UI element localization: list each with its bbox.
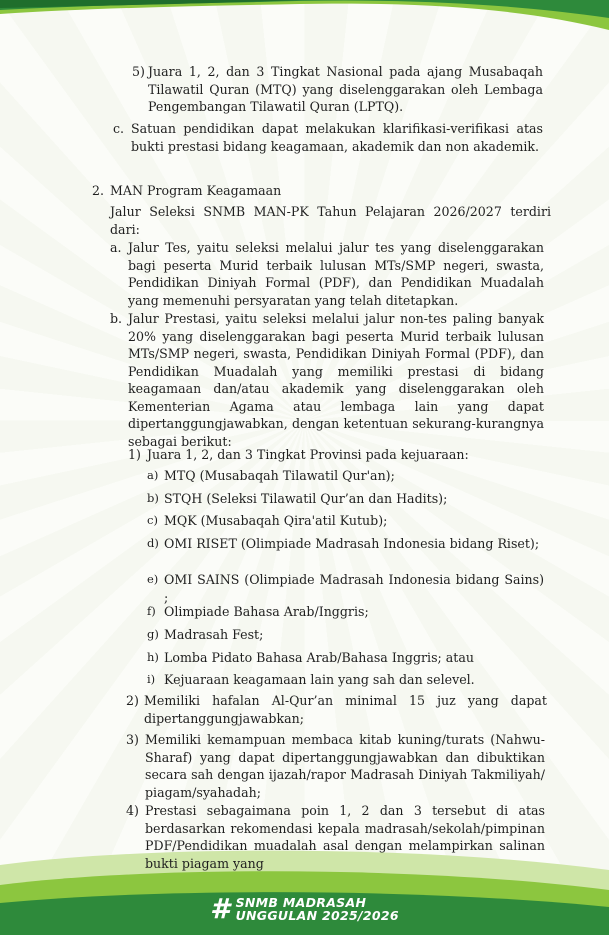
footer-logo: [0, 891, 609, 927]
list-marker: d): [147, 536, 159, 550]
list-item-text: Jalur Tes, yaitu seleksi melalui jalur tes yang diselenggarakan bagi peserta Murid terbaik lulusan MTs/SMP negeri, swasta, Pendidikan Diniyah Formal (PDF), dan Pendidikan Muadalah yang memenuhi persyaratan yang telah ditetapkan.: [128, 240, 544, 308]
list-item-text: Juara 1, 2, dan 3 Tingkat Nasional pada ajang Musabaqah Tilawatil Quran (MTQ) yang diselenggarakan oleh Lembaga Pengembangan Tilawatil Quran (LPTQ).: [148, 64, 543, 114]
section-number: 2.: [92, 183, 105, 198]
logo-text-block: [236, 896, 399, 922]
list-marker: 3): [126, 732, 139, 747]
list-marker: 2): [126, 693, 139, 708]
list-item-text: MQK (Musabaqah Qira'atil Kutub);: [164, 513, 388, 528]
section-title: MAN Program Keagamaan: [110, 183, 282, 198]
list-marker: a): [147, 468, 159, 482]
list-marker: i): [147, 672, 156, 686]
list-item-text: Satuan pendidikan dapat melakukan klarifikasi-verifikasi atas bukti prestasi bidang keagamaan, akademik dan non akademik.: [131, 121, 543, 154]
list-marker: g): [147, 627, 159, 641]
list-marker: c.: [113, 121, 125, 136]
list-item-text: Memiliki hafalan Al-Qur’an minimal 15 juz yang dapat dipertanggungjawabkan;: [144, 693, 547, 726]
list-item-text: Juara 1, 2, dan 3 Tingkat Provinsi pada kejuaraan:: [147, 447, 469, 462]
list-item-text: MTQ (Musabaqah Tilawatil Qur'an);: [164, 468, 395, 483]
list-marker: f): [147, 604, 156, 618]
list-item-text: Kejuaraan keagamaan lain yang sah dan selevel.: [164, 672, 475, 687]
list-marker: 1): [128, 447, 141, 462]
section-intro: Jalur Seleksi SNMB MAN-PK Tahun Pelajaran 2026/2027 terdiri dari:: [110, 204, 551, 237]
logo-line-2: UNGGULAN 2025/2026: [235, 908, 399, 923]
hash-icon: #: [210, 892, 230, 925]
list-item-text: STQH (Seleksi Tilawatil Qur’an dan Hadits);: [164, 491, 448, 506]
list-marker: a.: [110, 240, 122, 255]
list-marker: b.: [110, 311, 123, 326]
list-item-text: Jalur Prestasi, yaitu seleksi melalui jalur non-tes paling banyak 20% yang diselenggarakan bagi peserta Murid terbaik lulusan MTs/SMP negeri, swasta, Pendidikan Diniyah Formal (PDF), dan Pendidikan Muadalah yang memiliki prestasi di bidang keagamaan dan/atau akademik yang diselenggarakan oleh Kementerian Agama atau lembaga lain yang dapat dipertanggungjawabkan, dengan ketentuan sekurang-kurangnya sebagai berikut:: [128, 311, 544, 449]
list-item-text: Lomba Pidato Bahasa Arab/Bahasa Inggris; atau: [164, 650, 474, 665]
logo-line-1: SNMB MADRASAH: [235, 895, 367, 910]
list-marker: h): [147, 650, 159, 664]
list-marker: c): [147, 513, 158, 527]
list-marker: 4): [126, 803, 139, 818]
list-item-text: OMI SAINS (Olimpiade Madrasah Indonesia bidang Sains) ;: [164, 572, 544, 605]
list-item-text: Prestasi sebagaimana poin 1, 2 dan 3 tersebut di atas berdasarkan rekomendasi kepala madrasah/sekolah/pimpinan PDF/Pendidikan muadalah asal dengan melampirkan salinan bukti piagam yang: [145, 803, 545, 871]
list-marker: 5): [132, 64, 145, 79]
list-item-text: Olimpiade Bahasa Arab/Inggris;: [164, 604, 369, 619]
list-item-text: Madrasah Fest;: [164, 627, 264, 642]
list-marker: b): [147, 491, 159, 505]
list-marker: e): [147, 572, 159, 586]
list-item-text: OMI RISET (Olimpiade Madrasah Indonesia bidang Riset);: [164, 536, 540, 551]
list-item-text: Memiliki kemampuan membaca kitab kuning/turats (Nahwu- Sharaf) yang dapat dipertanggungjawabkan dan dibuktikan secara sah dengan ijazah/rapor Madrasah Diniyah Takmiliyah/ piagam/syahadah;: [145, 732, 545, 800]
